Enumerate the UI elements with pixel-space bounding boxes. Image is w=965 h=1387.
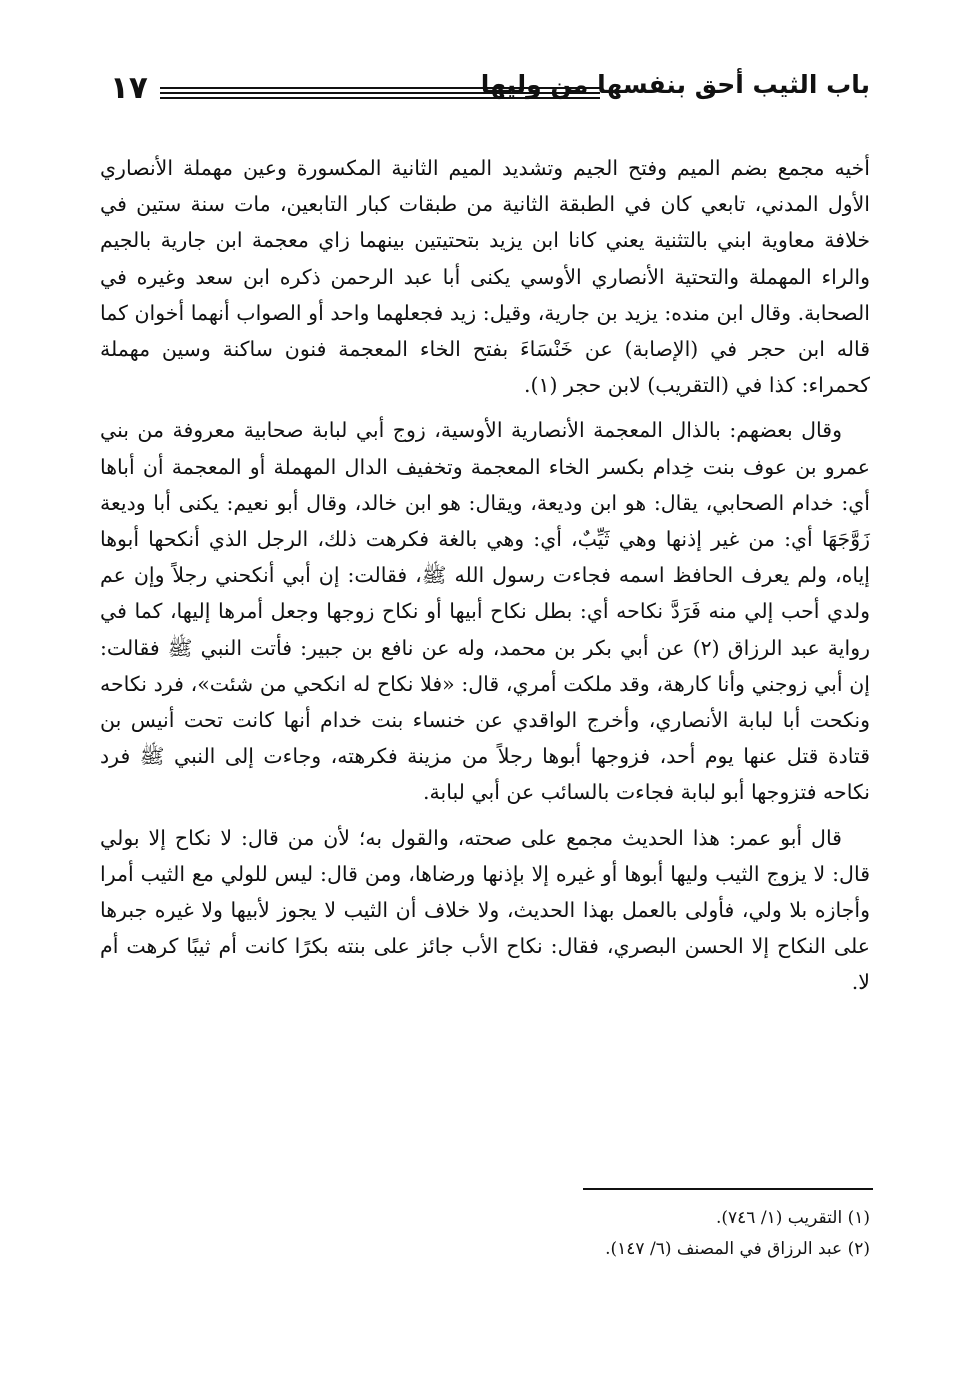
- page-header: [100, 70, 870, 110]
- paragraph: وقال بعضهم: بالذال المعجمة الأنصارية الأوسية، زوج أبي لبابة صحابية معروفة من بني عمرو بن عوف بنت خِدام بكسر الخاء المعجمة وتخفيف الدال المهملة أو المعجمة أن أباها أي: خدام الصحابي، يقال: هو ابن وديعة، ويقال: هو ابن خالد، وقال أبو نعيم: يكنى أبا وديعة زَوَّجَهَا أي: من غير إذنها وهي ثَيِّبٌ، أي: وهي بالغة فكرهت ذلك، الرجل الذي أنكحها أبوها إياه، ولم يعرف الحافظ اسمه فجاءت رسول الله ﷺ، فقالت: إن أبي أنكحني رجلاً وإن عم ولدي أحب إلي منه فَرَدَّ نكاحه أي: بطل نكاح أبيها أو نكاح زوجها وجعل أمرها إليها، كما في رواية عبد الرزاق (٢) عن أبي بكر بن محمد، وله عن نافع بن جبير: فأتت النبي ﷺ فقالت: إن أبي زوجني وأنا كارهة، وقد ملكت أمري، قال: «فلا نكاح له انكحي من شئت»، فرد نكاحه ونكحت أبا لبابة الأنصاري، وأخرج الواقدي عن خنساء بنت خدام أنها كانت تحت أنيس بن قتادة قتل عنها يوم أحد، فزوجها أبوها رجلاً من مزينة فكرهته، وجاءت إلى النبي ﷺ فرد نكاحه فتزوجها أبو لبابة فجاءت بالسائب عن أبي لبابة.: [100, 418, 870, 805]
- paragraph: قال أبو عمر: هذا الحديث مجمع على صحته، والقول به؛ لأن من قال: لا نكاح إلا بولي قال: لا يزوج الثيب وليها أبوها أو غيره إلا بإذنها ورضاها، ومن قال: ليس للولي مع الثيب أمرا وأجازه بلا ولي، فأولى بالعمل بهذا الحديث، ولا خلاف أن الثيب لا يجوز لأبيها ولا غيره جبرها على النكاح إلا الحسن البصري، فقال: نكاح الأب جائز على بنته بكرًا كانت أم ثيبًا كرهت أم لا.: [100, 825, 870, 995]
- footnote: (٢) عبد الرزاق في المصنف (٦/ ١٤٧).: [605, 1239, 870, 1259]
- paragraph: أخيه مجمع بضم الميم وفتح الجيم وتشديد الميم الثانية المكسورة وعين مهملة الأنصاري الأول المدني، تابعي كان في الطبقة الثانية من طبقات كبار التابعين، مات سنة ستين في خلافة معاوية ابني بالتثنية يعني كانا ابن يزيد بتحتيتين بينهما زاي معجمة ابن جارية بالجيم والراء المهملة والتحتية الأنصاري الأوسي يكنى أبا عبد الرحمن ذكره ابن سعد وغيره في الصحابة. وقال ابن منده: يزيد بن جارية، وقيل: زيد فجعلهما واحد أو الصواب أنهما أخوان كما قاله ابن حجر في (الإصابة) عن خَنْسَاءَ بفتح الخاء المعجمة فنون ساكنة وسين مهملة كحمراء: كذا في (التقريب) لابن حجر (١).: [100, 156, 870, 398]
- footnote-separator: [583, 1188, 873, 1190]
- main-text: [100, 150, 870, 1010]
- running-title: باب الثيب أحق بنفسها من وليها: [480, 70, 870, 99]
- page-number: ١٧: [110, 70, 148, 106]
- footnote: (١) التقريب (١/ ٧٤٦).: [715, 1208, 870, 1228]
- footnotes: [100, 1203, 870, 1265]
